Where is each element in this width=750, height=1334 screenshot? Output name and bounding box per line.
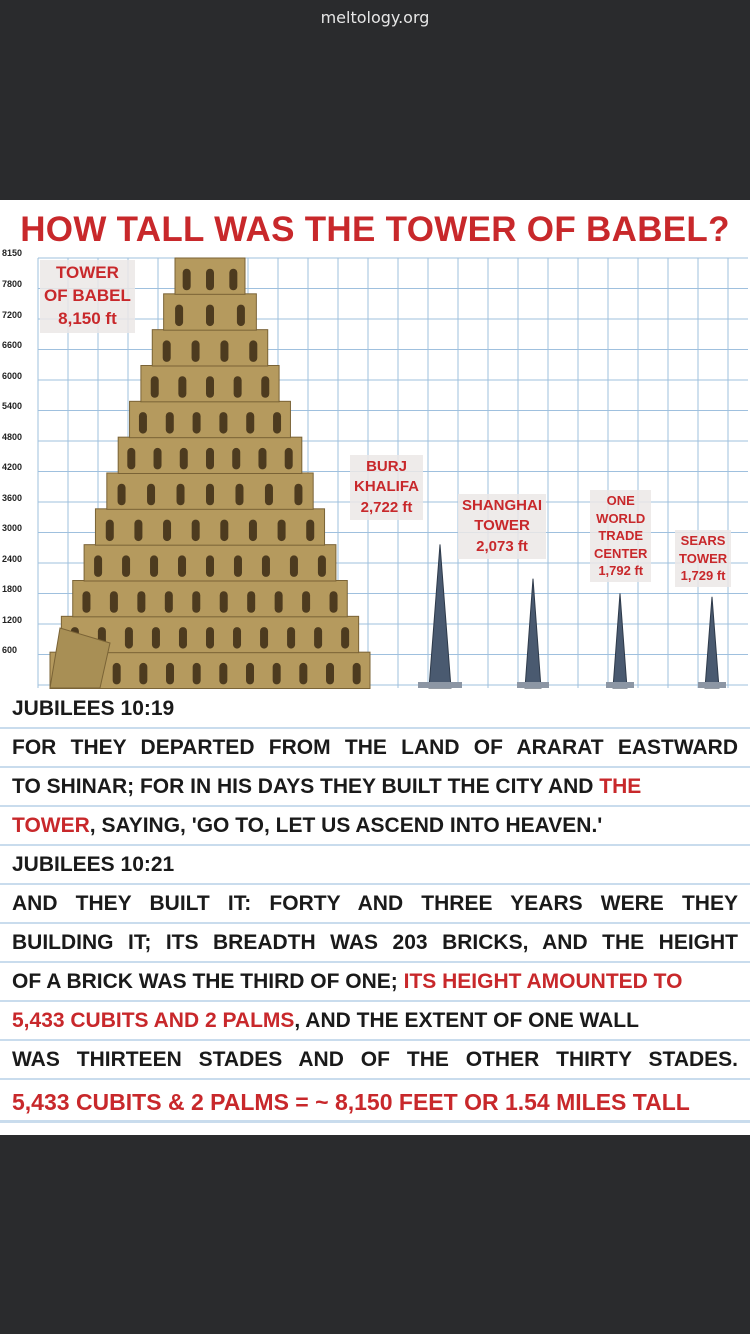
skyscraper-base xyxy=(698,682,726,688)
tower-height-label: 1,729 ft xyxy=(680,568,726,584)
height-comparison-chart xyxy=(0,250,750,690)
heading-jubilees-10-19: JUBILEES 10:19 xyxy=(0,690,750,729)
babel-arch xyxy=(220,340,228,362)
infographic-card xyxy=(0,200,750,1135)
text-line: WAS THIRTEEN STADES AND OF THE OTHER THIRTY STADES. xyxy=(0,1041,750,1080)
skyscraper-silhouette xyxy=(429,544,451,688)
babel-arch xyxy=(275,591,283,613)
text-line xyxy=(0,807,750,846)
babel-arch xyxy=(262,555,270,577)
babel-arch xyxy=(249,520,257,542)
babel-arch xyxy=(139,412,147,434)
babel-arch xyxy=(278,520,286,542)
babel-arch xyxy=(193,663,201,685)
skyscraper-base xyxy=(517,682,549,688)
babel-arch xyxy=(234,555,242,577)
babel-arch xyxy=(192,520,200,542)
babel-arch xyxy=(118,484,126,506)
babel-arch xyxy=(206,448,214,470)
tower-name: TOWER xyxy=(55,263,119,282)
y-tick-label: 4800 xyxy=(2,431,23,442)
babel-arch xyxy=(220,520,228,542)
tower-name: KHALIFA xyxy=(354,478,419,496)
babel-arch xyxy=(318,555,326,577)
babel-arch xyxy=(232,448,240,470)
babel-arch xyxy=(306,520,314,542)
babel-arch xyxy=(287,627,295,649)
babel-arch xyxy=(341,627,349,649)
tower-height-label: 2,073 ft xyxy=(476,537,528,555)
text-line: AND THEY BUILT IT: FORTY AND THREE YEARS WERE THEY xyxy=(0,885,750,924)
babel-arch xyxy=(302,591,310,613)
babel-arch xyxy=(353,663,361,685)
skyscraper-silhouette xyxy=(525,579,541,688)
y-tick-label: 4200 xyxy=(2,462,23,472)
babel-arch xyxy=(193,412,201,434)
y-tick-label: 7200 xyxy=(2,309,23,320)
text-line xyxy=(0,963,750,1002)
babel-arch xyxy=(247,591,255,613)
tower-height-label: 8,150 ft xyxy=(58,308,117,328)
babel-arch xyxy=(122,555,130,577)
y-tick-label: 6000 xyxy=(2,370,23,381)
babel-arch xyxy=(219,412,227,434)
y-tick-label: 5400 xyxy=(2,401,23,411)
babel-arch xyxy=(137,591,145,613)
tower-name: TOWER xyxy=(679,550,728,566)
babel-arch xyxy=(206,269,214,291)
babel-arch xyxy=(163,520,171,542)
page-title: HOW TALL WAS THE TOWER OF BABEL? xyxy=(20,210,730,249)
babel-arch xyxy=(178,376,186,398)
babel-arch xyxy=(166,412,174,434)
babel-arch xyxy=(206,627,214,649)
tower-name: TRADE xyxy=(598,528,644,544)
conclusion-line: 5,433 CUBITS & 2 PALMS = ~ 8,150 FEET OR 1.54 MILES TALL xyxy=(0,1080,750,1123)
babel-arch xyxy=(147,484,155,506)
babel-arch xyxy=(179,627,187,649)
tower-name: BURJ xyxy=(366,458,407,475)
text-segment: , SAYING, 'GO TO, LET US ASCEND INTO HEAVEN.' xyxy=(89,814,603,837)
tower-name: SHANGHAI xyxy=(462,497,543,514)
babel-arch xyxy=(206,484,214,506)
babel-arch xyxy=(166,663,174,685)
babel-arch xyxy=(206,376,214,398)
babel-arch xyxy=(314,627,322,649)
text-line: BUILDING IT; ITS BREADTH WAS 203 BRICKS, AND THE HEIGHT xyxy=(0,924,750,963)
babel-arch xyxy=(246,663,254,685)
text-line xyxy=(0,768,750,807)
highlight-segment: ITS HEIGHT AMOUNTED TO xyxy=(403,970,683,993)
tower-name: TOWER xyxy=(474,517,530,535)
text-segment: TO SHINAR; FOR IN HIS DAYS THEY BUILT THE CITY AND xyxy=(12,775,600,798)
babel-arch xyxy=(192,340,200,362)
babel-arch xyxy=(290,555,298,577)
babel-arch xyxy=(175,305,183,326)
babel-arch xyxy=(180,448,188,470)
babel-arch xyxy=(220,591,228,613)
y-tick-label: 1200 xyxy=(2,614,23,625)
highlight-segment: THE xyxy=(599,775,642,798)
babel-arch xyxy=(273,412,281,434)
tower-height-label: 2,722 ft xyxy=(360,498,413,516)
babel-arch xyxy=(234,376,242,398)
babel-arch xyxy=(127,448,135,470)
tower-name: OF BABEL xyxy=(44,285,131,305)
babel-arch xyxy=(134,520,142,542)
babel-arch xyxy=(330,591,338,613)
babel-arch xyxy=(258,448,266,470)
babel-arch xyxy=(165,591,173,613)
highlight-segment: TOWER xyxy=(12,814,90,837)
babel-arch xyxy=(246,412,254,434)
babel-arch xyxy=(150,555,158,577)
tower-label xyxy=(40,260,135,333)
text-line xyxy=(0,1002,750,1041)
babel-arch xyxy=(273,663,281,685)
skyscraper-base xyxy=(606,682,634,688)
y-tick-label: 1800 xyxy=(2,584,23,594)
y-tick-label: 3600 xyxy=(2,492,23,503)
y-tick-label: 8150 xyxy=(2,248,23,258)
y-tick-label: 7800 xyxy=(2,279,23,289)
babel-arch xyxy=(139,663,147,685)
url-bar[interactable] xyxy=(0,0,750,40)
babel-arch xyxy=(294,484,302,506)
scripture-text xyxy=(0,690,750,1123)
babel-arch xyxy=(235,484,243,506)
tower-name: CENTER xyxy=(594,545,648,561)
babel-arch xyxy=(154,448,162,470)
tower-label xyxy=(675,530,731,587)
babel-arch xyxy=(206,555,214,577)
babel-arch xyxy=(219,663,227,685)
babel-arch xyxy=(94,555,102,577)
babel-arch xyxy=(206,305,214,326)
babel-arch xyxy=(299,663,307,685)
skyscraper-base xyxy=(418,682,462,688)
tower-label xyxy=(458,494,546,559)
text-segment: , AND THE EXTENT OF ONE WALL xyxy=(294,1009,639,1032)
babel-arch xyxy=(82,591,90,613)
skyscraper-silhouette xyxy=(705,597,719,688)
babel-arch xyxy=(125,627,133,649)
y-tick-label: 6600 xyxy=(2,340,23,350)
babel-arch xyxy=(237,305,245,326)
babel-arch xyxy=(152,627,160,649)
url-domain: meltology.org xyxy=(320,8,430,27)
babel-arch xyxy=(326,663,334,685)
babel-arch xyxy=(151,376,159,398)
y-tick-label: 2400 xyxy=(2,553,23,564)
y-tick-label: 3000 xyxy=(2,523,23,533)
tower-label xyxy=(590,490,651,582)
y-tick-label: 600 xyxy=(2,645,18,655)
babel-tier xyxy=(130,401,291,437)
tower-name: SEARS xyxy=(680,533,726,548)
tower-name: ONE xyxy=(606,493,635,508)
babel-arch xyxy=(233,627,241,649)
babel-arch xyxy=(249,340,257,362)
babel-arch xyxy=(113,663,121,685)
babel-arch xyxy=(285,448,293,470)
text-segment: OF A BRICK WAS THE THIRD OF ONE; xyxy=(12,970,404,993)
babel-tier xyxy=(95,509,324,545)
babel-arch xyxy=(229,269,237,291)
highlight-segment: 5,433 CUBITS AND 2 PALMS xyxy=(12,1009,295,1032)
babel-arch xyxy=(183,269,191,291)
babel-arch xyxy=(261,376,269,398)
babel-arch xyxy=(177,484,185,506)
tower-label xyxy=(350,455,423,520)
babel-arch xyxy=(260,627,268,649)
tower-height-label: 1,792 ft xyxy=(598,563,644,579)
babel-arch xyxy=(178,555,186,577)
babel-arch xyxy=(265,484,273,506)
babel-arch xyxy=(106,520,114,542)
heading-jubilees-10-21: JUBILEES 10:21 xyxy=(0,846,750,885)
babel-arch xyxy=(163,340,171,362)
tower-name: WORLD xyxy=(596,510,646,526)
skyscraper-silhouette xyxy=(613,593,627,688)
babel-arch xyxy=(110,591,118,613)
babel-arch xyxy=(192,591,200,613)
text-line: FOR THEY DEPARTED FROM THE LAND OF ARARAT EASTWARD xyxy=(0,729,750,768)
